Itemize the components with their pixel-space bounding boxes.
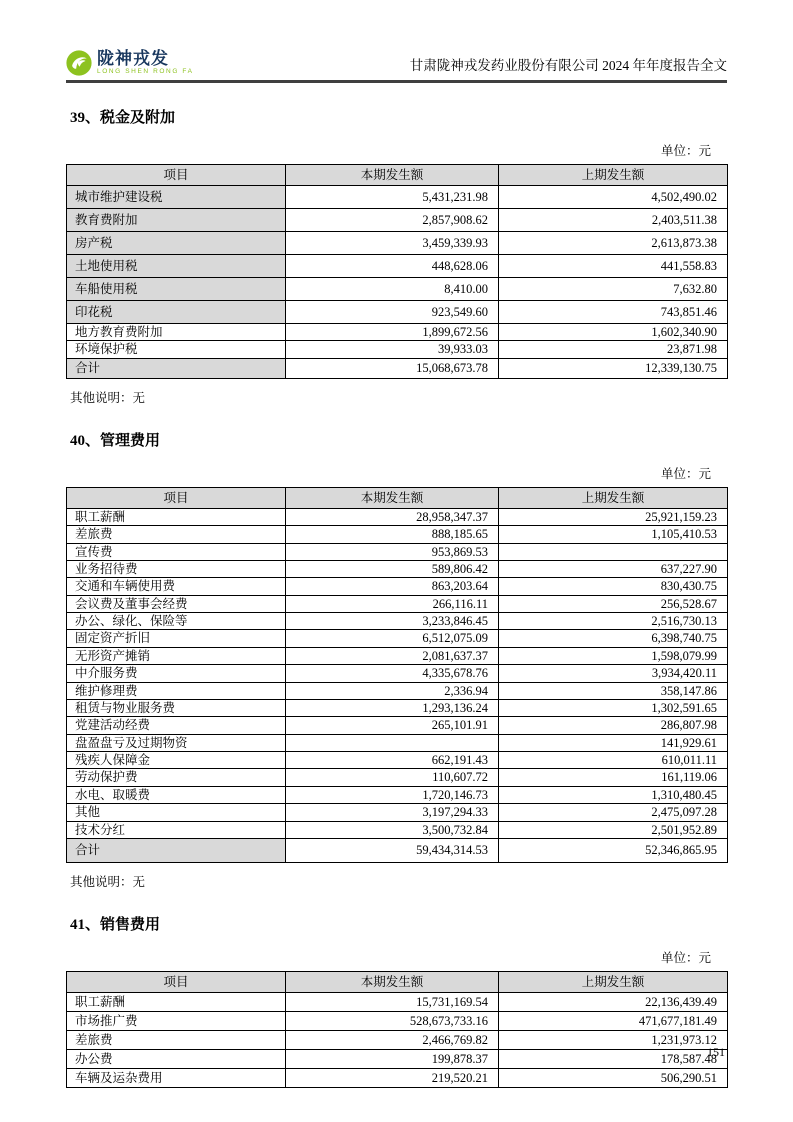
- item-cell: 职工薪酬: [67, 508, 286, 525]
- item-cell: 残疾人保障金: [67, 752, 286, 769]
- item-cell: 劳动保护费: [67, 769, 286, 786]
- column-header: 本期发生额: [286, 487, 499, 508]
- current-amount-cell: 953,869.53: [286, 543, 499, 560]
- table-row: [67, 301, 728, 324]
- current-amount-cell: 3,197,294.33: [286, 804, 499, 821]
- table-row: [67, 647, 728, 664]
- prior-amount-cell: 7,632.80: [499, 278, 728, 301]
- item-cell: 办公、绿化、保险等: [67, 613, 286, 630]
- section-title: 39、税金及附加: [70, 110, 176, 126]
- prior-amount-cell: 471,677,181.49: [499, 1011, 728, 1030]
- table-header-row: [67, 971, 728, 992]
- prior-amount-cell: 2,613,873.38: [499, 232, 728, 255]
- current-amount-cell: 2,336.94: [286, 682, 499, 699]
- prior-amount-cell: 1,105,410.53: [499, 526, 728, 543]
- prior-amount-cell: 161,119.06: [499, 769, 728, 786]
- item-cell: 宣传费: [67, 543, 286, 560]
- current-amount-cell: 863,203.64: [286, 578, 499, 595]
- current-amount-cell: 59,434,314.53: [286, 838, 499, 862]
- table-row: [67, 578, 728, 595]
- table-row: [67, 1011, 728, 1030]
- table-header-row: [67, 165, 728, 186]
- item-cell: 办公费: [67, 1049, 286, 1068]
- total-row: [67, 358, 728, 378]
- column-header: 上期发生额: [499, 487, 728, 508]
- item-cell: 中介服务费: [67, 665, 286, 682]
- table-row: [67, 508, 728, 525]
- current-amount-cell: 199,878.37: [286, 1049, 499, 1068]
- item-cell: 土地使用税: [67, 255, 286, 278]
- table-row: [67, 786, 728, 803]
- item-cell: 差旅费: [67, 526, 286, 543]
- logo-chinese-name: 陇神戎发: [97, 49, 169, 69]
- prior-amount-cell: 1,231,973.12: [499, 1030, 728, 1049]
- table-row: [67, 324, 728, 341]
- page-number: 151: [707, 1045, 725, 1059]
- current-amount-cell: 8,410.00: [286, 278, 499, 301]
- current-amount-cell: 2,081,637.37: [286, 647, 499, 664]
- prior-amount-cell: 178,587.48: [499, 1049, 728, 1068]
- table-row: [67, 255, 728, 278]
- current-amount-cell: 219,520.21: [286, 1068, 499, 1087]
- current-amount-cell: 3,233,846.45: [286, 613, 499, 630]
- item-cell: 合计: [67, 358, 286, 378]
- current-amount-cell: 266,116.11: [286, 595, 499, 612]
- table-row: [67, 1049, 728, 1068]
- unit-label: 单位：元: [660, 144, 711, 158]
- item-cell: 无形资产摊销: [67, 647, 286, 664]
- prior-amount-cell: 1,602,340.90: [499, 324, 728, 341]
- item-cell: 车辆及运杂费用: [67, 1068, 286, 1087]
- item-cell: 盘盈盘亏及过期物资: [67, 734, 286, 751]
- item-cell: 其他: [67, 804, 286, 821]
- table-row: [67, 560, 728, 577]
- taxes-table: [66, 164, 728, 379]
- item-cell: 技术分红: [67, 821, 286, 838]
- current-amount-cell: 888,185.65: [286, 526, 499, 543]
- item-cell: 职工薪酬: [67, 992, 286, 1011]
- item-cell: 市场推广费: [67, 1011, 286, 1030]
- prior-amount-cell: 3,934,420.11: [499, 665, 728, 682]
- section-selling-expenses: [66, 913, 727, 1088]
- item-cell: 业务招待费: [67, 560, 286, 577]
- item-cell: 水电、取暖费: [67, 786, 286, 803]
- other-note: 其他说明：无: [70, 390, 146, 405]
- company-logo: [66, 50, 194, 76]
- table-row: [67, 752, 728, 769]
- prior-amount-cell: 2,475,097.28: [499, 804, 728, 821]
- prior-amount-cell: 441,558.83: [499, 255, 728, 278]
- item-cell: 党建活动经费: [67, 717, 286, 734]
- page-header: [66, 50, 727, 83]
- current-amount-cell: 662,191.43: [286, 752, 499, 769]
- current-amount-cell: 1,899,672.56: [286, 324, 499, 341]
- current-amount-cell: [286, 734, 499, 751]
- current-amount-cell: 15,068,673.78: [286, 358, 499, 378]
- table-row: [67, 186, 728, 209]
- table-row: [67, 665, 728, 682]
- prior-amount-cell: 2,516,730.13: [499, 613, 728, 630]
- table-row: [67, 278, 728, 301]
- current-amount-cell: 3,459,339.93: [286, 232, 499, 255]
- section-admin-expenses: [66, 429, 727, 890]
- prior-amount-cell: 52,346,865.95: [499, 838, 728, 862]
- prior-amount-cell: 25,921,159.23: [499, 508, 728, 525]
- prior-amount-cell: 6,398,740.75: [499, 630, 728, 647]
- current-amount-cell: 448,628.06: [286, 255, 499, 278]
- table-row: [67, 682, 728, 699]
- table-row: [67, 699, 728, 716]
- table-row: [67, 543, 728, 560]
- column-header: 本期发生额: [286, 165, 499, 186]
- total-row: [67, 838, 728, 862]
- prior-amount-cell: 1,310,480.45: [499, 786, 728, 803]
- prior-amount-cell: 637,227.90: [499, 560, 728, 577]
- table-row: [67, 734, 728, 751]
- prior-amount-cell: 1,598,079.99: [499, 647, 728, 664]
- item-cell: 教育费附加: [67, 209, 286, 232]
- item-cell: 会议费及董事会经费: [67, 595, 286, 612]
- table-row: [67, 1068, 728, 1087]
- item-cell: 租赁与物业服务费: [67, 699, 286, 716]
- prior-amount-cell: 610,011.11: [499, 752, 728, 769]
- selling-expenses-table: [66, 971, 728, 1088]
- table-row: [67, 526, 728, 543]
- column-header: 本期发生额: [286, 971, 499, 992]
- table-row: [67, 821, 728, 838]
- current-amount-cell: 15,731,169.54: [286, 992, 499, 1011]
- logo-icon: [66, 50, 92, 76]
- table-row: [67, 613, 728, 630]
- current-amount-cell: 923,549.60: [286, 301, 499, 324]
- table-header-row: [67, 487, 728, 508]
- table-row: [67, 804, 728, 821]
- prior-amount-cell: [499, 543, 728, 560]
- prior-amount-cell: 286,807.98: [499, 717, 728, 734]
- current-amount-cell: 110,607.72: [286, 769, 499, 786]
- item-cell: 合计: [67, 838, 286, 862]
- item-cell: 房产税: [67, 232, 286, 255]
- column-header: 项目: [67, 487, 286, 508]
- column-header: 项目: [67, 971, 286, 992]
- prior-amount-cell: 743,851.46: [499, 301, 728, 324]
- item-cell: 城市维护建设税: [67, 186, 286, 209]
- item-cell: 交通和车辆使用费: [67, 578, 286, 595]
- table-row: [67, 341, 728, 358]
- other-note: 其他说明：无: [70, 874, 146, 889]
- current-amount-cell: 28,958,347.37: [286, 508, 499, 525]
- current-amount-cell: 589,806.42: [286, 560, 499, 577]
- table-row: [67, 769, 728, 786]
- item-cell: 环境保护税: [67, 341, 286, 358]
- table-row: [67, 630, 728, 647]
- table-row: [67, 717, 728, 734]
- current-amount-cell: 2,857,908.62: [286, 209, 499, 232]
- logo-text: [97, 50, 194, 76]
- item-cell: 印花税: [67, 301, 286, 324]
- table-row: [67, 595, 728, 612]
- prior-amount-cell: 358,147.86: [499, 682, 728, 699]
- table-row: [67, 209, 728, 232]
- section-title: 41、销售费用: [70, 916, 161, 933]
- prior-amount-cell: 256,528.67: [499, 595, 728, 612]
- current-amount-cell: 5,431,231.98: [286, 186, 499, 209]
- column-header: 上期发生额: [499, 971, 728, 992]
- column-header: 上期发生额: [499, 165, 728, 186]
- table-row: [67, 1030, 728, 1049]
- item-cell: 地方教育费附加: [67, 324, 286, 341]
- unit-label: 单位：元: [660, 950, 711, 965]
- current-amount-cell: 1,293,136.24: [286, 699, 499, 716]
- current-amount-cell: 39,933.03: [286, 341, 499, 358]
- prior-amount-cell: 141,929.61: [499, 734, 728, 751]
- section-taxes-and-surcharges: [66, 106, 727, 406]
- section-title: 40、管理费用: [70, 432, 161, 449]
- current-amount-cell: 4,335,678.76: [286, 665, 499, 682]
- table-row: [67, 232, 728, 255]
- document-title: 甘肃陇神戎发药业股份有限公司 2024 年年度报告全文: [409, 57, 727, 73]
- current-amount-cell: 3,500,732.84: [286, 821, 499, 838]
- prior-amount-cell: 2,501,952.89: [499, 821, 728, 838]
- current-amount-cell: 2,466,769.82: [286, 1030, 499, 1049]
- current-amount-cell: 1,720,146.73: [286, 786, 499, 803]
- unit-label: 单位：元: [660, 466, 711, 481]
- prior-amount-cell: 12,339,130.75: [499, 358, 728, 378]
- item-cell: 固定资产折旧: [67, 630, 286, 647]
- current-amount-cell: 6,512,075.09: [286, 630, 499, 647]
- current-amount-cell: 528,673,733.16: [286, 1011, 499, 1030]
- prior-amount-cell: 23,871.98: [499, 341, 728, 358]
- item-cell: 维护修理费: [67, 682, 286, 699]
- prior-amount-cell: 506,290.51: [499, 1068, 728, 1087]
- prior-amount-cell: 4,502,490.02: [499, 186, 728, 209]
- column-header: 项目: [67, 165, 286, 186]
- table-row: [67, 992, 728, 1011]
- item-cell: 车船使用税: [67, 278, 286, 301]
- logo-english-name: LONG SHEN RONG FA: [97, 68, 194, 76]
- prior-amount-cell: 22,136,439.49: [499, 992, 728, 1011]
- prior-amount-cell: 1,302,591.65: [499, 699, 728, 716]
- item-cell: 差旅费: [67, 1030, 286, 1049]
- prior-amount-cell: 830,430.75: [499, 578, 728, 595]
- prior-amount-cell: 2,403,511.38: [499, 209, 728, 232]
- admin-expenses-table: [66, 487, 728, 863]
- current-amount-cell: 265,101.91: [286, 717, 499, 734]
